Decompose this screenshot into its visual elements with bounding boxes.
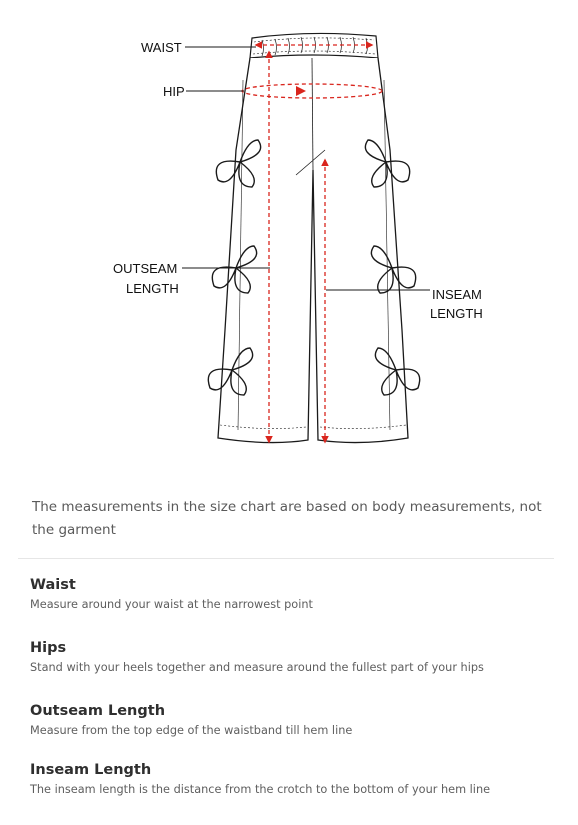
size-chart-note: The measurements in the size chart are based on body measurements, not the garment <box>32 499 542 538</box>
hips-heading: Hips <box>30 640 67 656</box>
inseam-label-line1: INSEAM <box>432 287 482 302</box>
outseam-label-line2: LENGTH <box>126 281 179 296</box>
waist-label: WAIST <box>141 40 182 55</box>
outseam-heading: Outseam Length <box>30 703 166 719</box>
waist-description: Measure around your waist at the narrowest point <box>30 598 313 611</box>
inseam-description: The inseam length is the distance from the crotch to the bottom of your hem line <box>30 783 491 796</box>
section-divider <box>18 558 554 559</box>
inseam-section <box>30 762 560 796</box>
hip-label: HIP <box>163 84 185 99</box>
inseam-label-line2: LENGTH <box>430 306 483 321</box>
outseam-description: Measure from the top edge of the waistband till hem line <box>30 724 353 737</box>
inseam-heading: Inseam Length <box>30 762 152 778</box>
outseam-section <box>30 703 560 737</box>
outseam-label-line1: OUTSEAM <box>113 261 178 276</box>
hips-description: Stand with your heels together and measure around the fullest part of your hips <box>30 661 484 674</box>
waist-section <box>30 577 560 611</box>
waist-heading: Waist <box>30 577 76 593</box>
hips-section <box>30 640 560 674</box>
